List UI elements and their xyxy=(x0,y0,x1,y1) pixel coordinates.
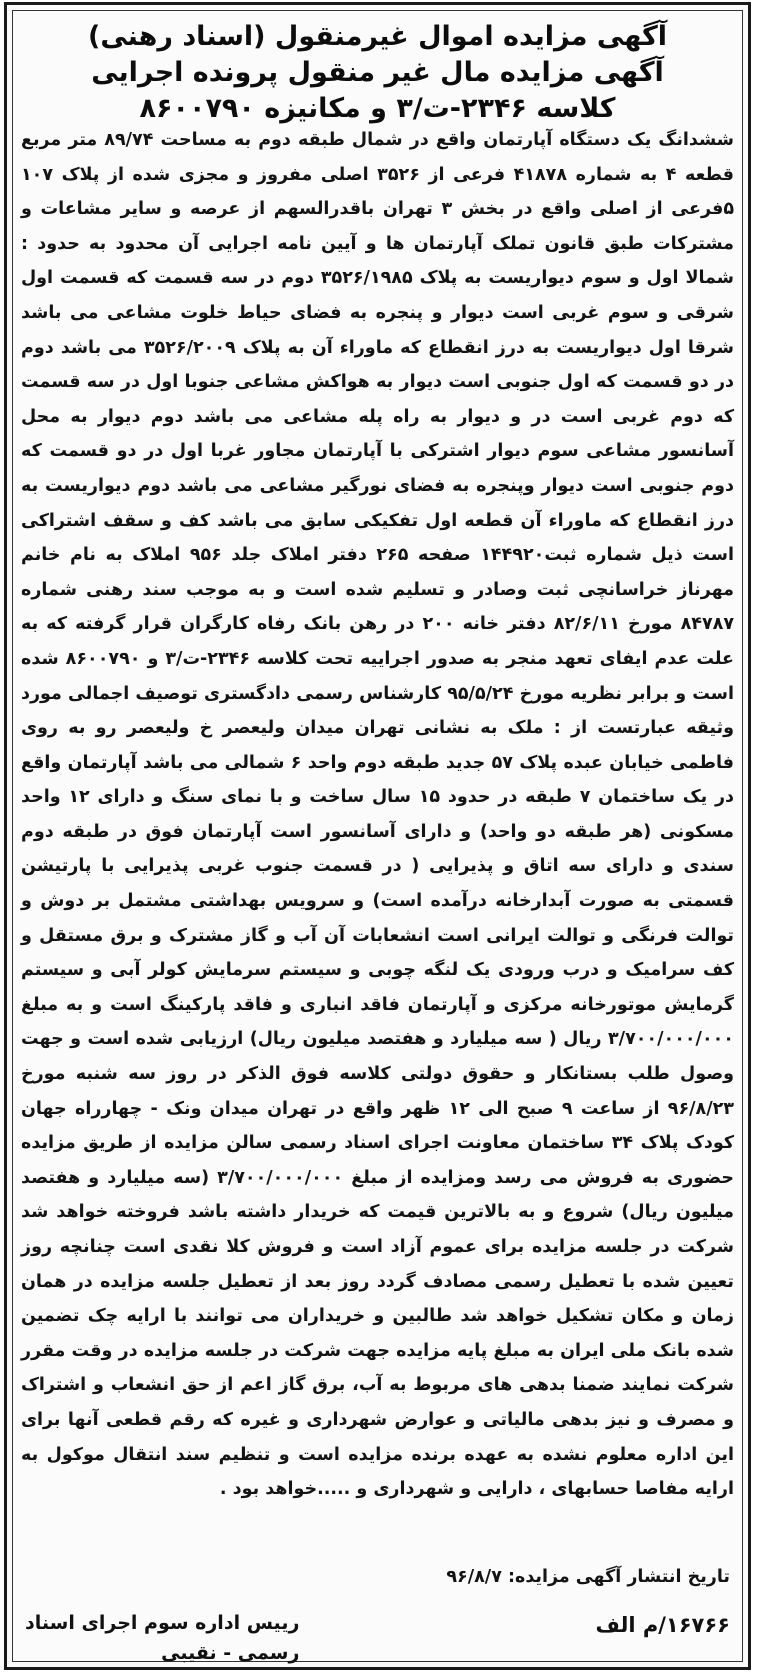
notice-frame xyxy=(4,2,751,1670)
signature-name: رسمی - نقیبی xyxy=(161,1642,300,1664)
signature-block xyxy=(25,1608,299,1668)
header-title: آگهی مزایده اموال غیرمنقول (اسناد رهنی) xyxy=(87,21,667,52)
signature-title: رییس اداره سوم اجرای اسناد xyxy=(25,1612,300,1634)
header-case-number: کلاسه ۲۳۴۶-ت/۳ و مکانیزه ۸۶۰۰۷۹۰ xyxy=(139,93,616,124)
header-subtitle: آگهی مزایده مال غیر منقول پرونده اجرایی xyxy=(91,57,664,88)
publication-date-line xyxy=(446,1562,730,1592)
reference-code: ۱۶۷۶۶/م الف xyxy=(595,1613,730,1637)
notice-body: ششدانگ یک دستگاه آپارتمان واقع در شمال طبقه دوم به مساحت ۸۹/۷۴ متر مربع قطعه ۴ به شماره ۴۱۸۷۸ فرعی از ۳۵۲۶ اصلی مفروز و مجزی شده از پلاک ۱۰۷ ۵فرعی از اصلی واقع در بخش ۳ تهران باقدرالسهم از عرصه و سایر مشاعات و مشترکات طبق قانون تملک آپارتمان ها و آیین نامه اجرایی آن محدود به حدود : شمالا اول و سوم دیواریست به پلاک ۳۵۲۶/۱۹۸۵ دوم در سه قسمت که قسمت اول شرقی و سوم غربی است دیوار و پنجره به فضای حیاط خلوت مشاعی می باشد شرقا اول دیواریست به درز انقطاع که ماوراء آن به پلاک ۳۵۲۶/۲۰۰۹ می باشد دوم در دو قسمت که اول جنوبی است دیوار به هواکش مشاعی جنوبا اول در سه قسمت که دوم غربی است در و دیوار به راه پله مشاعی می باشد دوم دیوار به محل آسانسور مشاعی سوم دیوار اشترکی با آپارتمان مجاور غربا اول در دو قسمت که دوم جنوبی است دیوار وپنجره به فضای نورگیر مشاعی می باشد دوم دیواریست به درز انقطاع که ماوراء آن قطعه اول تفکیکی سابق می باشد کف و سقف اشتراکی است ذیل شماره ثبت۱۴۴۹۲۰ صفحه ۲۶۵ دفتر املاک جلد ۹۵۶ املاک به نام خانم مهرناز خراسانچی ثبت وصادر و تسلیم شده است و به موجب سند رهنی شماره ۸۴۷۸۷ مورخ ۸۲/۶/۱۱ دفتر خانه ۲۰۰ در رهن بانک رفاه کارگران قرار گرفته که به علت عدم ایفای تعهد منجر به صدور اجراییه تحت کلاسه ۲۳۴۶-ت/۳ و ۸۶۰۰۷۹۰ شده است و برابر نظریه مورخ ۹۵/۵/۲۴ کارشناس رسمی دادگستری توصیف اجمالی مورد وثیقه عبارتست از : ملک به نشانی تهران میدان ولیعصر خ ولیعصر رو به روی فاطمی خیابان عبده پلاک ۵۷ جدید طبقه دوم واحد ۶ شمالی می باشد آپارتمان واقع در یک ساختمان ۷ طبقه در حدود ۱۵ سال ساخت و با نمای سنگ و دارای ۱۲ واحد مسکونی (هر طبقه دو واحد) و دارای آسانسور است آپارتمان فوق در طبقه دوم سندی و دارای سه اتاق و پذیرایی ( در قسمت جنوب غربی پذیرایی با پارتیشن قسمتی به صورت آبدارخانه درآمده است) و سرویس بهداشتی مشتمل بر دوش و توالت فرنگی و توالت ایرانی است انشعابات آن آب و گاز مشترک و برق مستقل و کف سرامیک و درب ورودی یک لنگه چوبی و سیستم سرمایش کولر آبی و سیستم گرمایش موتورخانه مرکزی و آپارتمان فاقد انباری و فاقد پارکینگ است و به مبلغ ۳/۷۰۰/۰۰۰/۰۰۰ ریال ( سه میلیارد و هفتصد میلیون ریال) ارزیابی شده است و جهت وصول طلب بستانکار و حقوق دولتی کلاسه فوق الذکر در روز سه شنبه مورخ ۹۶/۸/۲۳ از ساعت ۹ صبح الی ۱۲ ظهر واقع در تهران میدان ونک - چهارراه جهان کودک پلاک ۳۴ ساختمان معاونت اجرای اسناد رسمی سالن مزایده از طریق مزایده حضوری به فروش می رسد ومزایده از مبلغ ۳/۷۰۰/۰۰۰/۰۰۰ (سه میلیارد و هفتصد میلیون ریال) شروع و به بالاترین قیمت که خریدار داشته باشد فروخته خواهد شد شرکت در جلسه مزایده برای عموم آزاد است و فروش کلا نقدی است چنانچه روز تعیین شده با تعطیل رسمی مصادف گردد روز بعد از تعطیل جلسه مزایده در همان زمان و مکان تشکیل خواهد شد طالبین و خریداران می توانند با ارایه چک تضمین شده بانک ملی ایران به مبلغ پایه مزایده جهت شرکت در جلسه مزایده در وقت مقرر شرکت نمایند ضمنا بدهی های مربوط به آب، برق گاز اعم از حق انشعاب و اشتراک و مصرف و نیز بدهی مالیاتی و عوارض شهرداری و غیره که رقم قطعی آنها برای این اداره معلوم نشده به عهده برنده مزایده است و تنظیم سند انتقال موکول به ارایه مفاصا حسابهای ، دارایی و شهرداری و .....خواهد بود . xyxy=(21,130,735,1500)
publication-date-label: تاریخ انتشار آگهی مزایده: xyxy=(507,1567,730,1587)
publication-date-value: ۹۶/۸/۷ xyxy=(446,1567,502,1587)
notice-header xyxy=(7,19,748,127)
